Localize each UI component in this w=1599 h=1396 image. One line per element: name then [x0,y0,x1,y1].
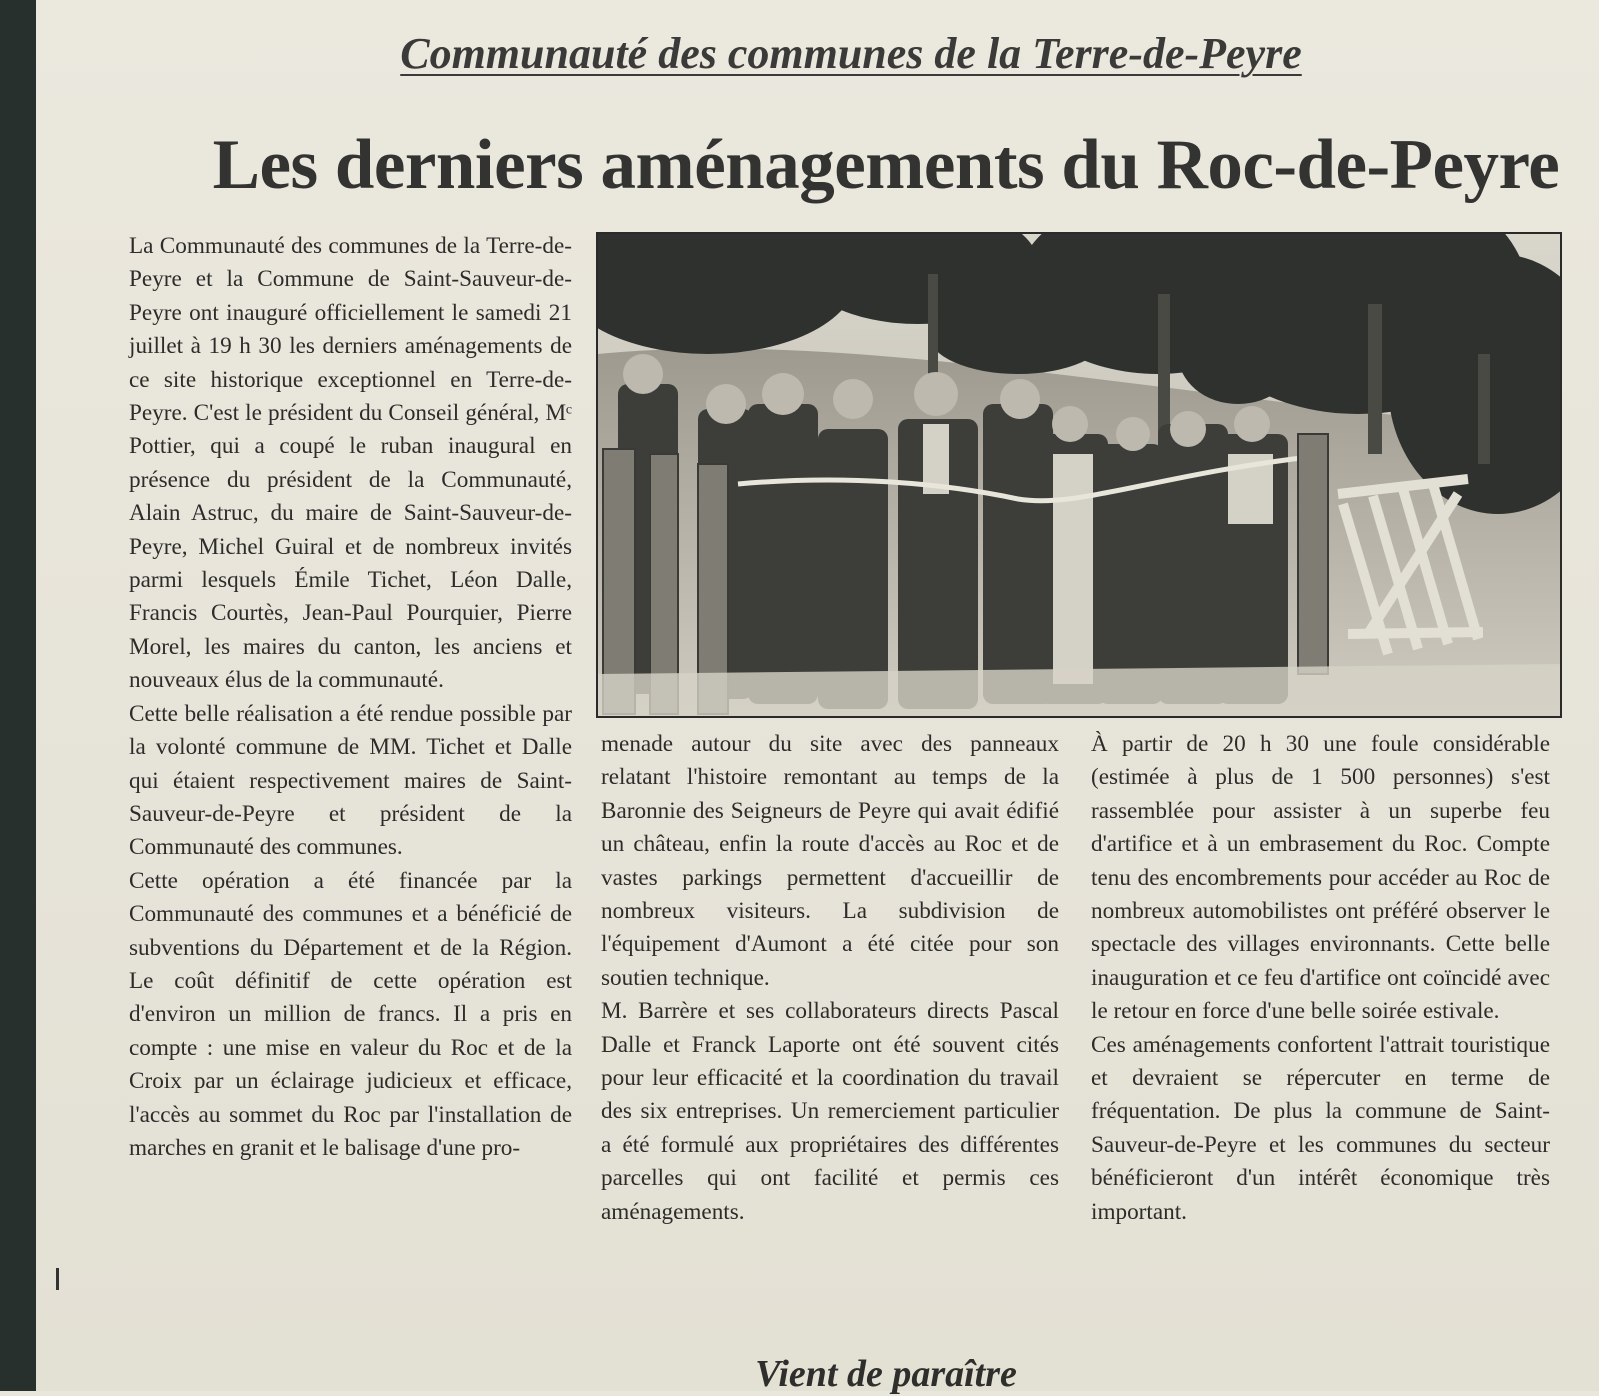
article-headline: Les derniers aménagements du Roc-de-Peyre [212,126,1560,204]
section-kicker: Communauté des communes de la Terre-de-Peyre [400,29,1302,78]
print-mark [56,1268,59,1290]
newspaper-page [36,0,1599,1395]
paragraph: Cette belle réalisation a été rendue possible par la volonté commune de MM. Tichet et Dalle qui étaient respectivement maires de Saint-Sauveur-de-Peyre et président de la Communauté des communes. [129,700,572,861]
paragraph: menade autour du site avec des panneaux relatant l'histoire remontant au temps de la Baronnie des Seigneurs de Peyre qui avait édifié un château, enfin la route d'accès au Roc et de vastes parkings permettent d'accueillir de nombreux visiteurs. La subdivision de l'équipement d'Aumont a été citée pour son soutien technique. [601,731,1059,991]
paragraph: Ces aménagements confortent l'attrait touristique et devraient se répercuter en terme de fréquentation. De plus la commune de Saint-Sauveur-de-Peyre et les communes du secteur bénéficieront d'un intérêt économique très important. [1091,1031,1550,1225]
inauguration-photo [596,232,1562,718]
paragraph: Cette opération a été financée par la Communauté des communes et a bénéficié de subventions du Département et de la Région. Le coût définitif de cette opération est d'environ un million de francs. Il a pris en compte : une mise en valeur du Roc et de la Croix par un éclairage judicieux et efficace, l'accès au sommet du Roc par l'installation de marches en granit et le balisage d'une pro- [129,867,572,1161]
article-column-3 [1091,728,1550,1229]
binding-edge [0,0,36,1391]
paragraph: La Communauté des communes de la Terre-de-Peyre et la Commune de Saint-Sauveur-de-Peyre ont inauguré officiellement le samedi 21 juillet à 19 h 30 les derniers aménagements de ce site historique exceptionnel en Terre-de-Peyre. C'est le président du Conseil général, Mᶜ Pottier, qui a coupé le ruban inaugural en présence du président de la Communauté, Alain Astruc, du maire de Saint-Sauveur-de-Peyre, Michel Guiral et de nombreux invités parmi lesquels Émile Tichet, Léon Dalle, Francis Courtès, Jean-Paul Pourquier, Pierre Morel, les maires du canton, les anciens et nouveaux élus de la communauté. [129,233,572,694]
paragraph: À partir de 20 h 30 une foule considérable (estimée à plus de 1 500 personnes) s'est rassemblée pour assister à un superbe feu d'artifice et à un embrasement du Roc. Compte tenu des encombrements pour accéder au Roc de nombreux automobilistes ont préféré observer le spectacle des villages environnants. Cette belle inauguration et ce feu d'artifice ont coïncidé avec le retour en force d'une belle soirée estivale. [1091,731,1550,1025]
next-article-title: Vient de paraître [755,1353,1017,1395]
article-column-1 [129,230,572,1165]
paragraph: M. Barrère et ses collaborateurs directs Pascal Dalle et Franck Laporte ont été souvent cités pour leur efficacité et la coordination du travail des six entreprises. Un remerciement particulier a été formulé aux propriétaires des différentes parcelles qui ont facilité et permis ces aménagements. [601,998,1059,1225]
article-column-2 [601,728,1059,1229]
